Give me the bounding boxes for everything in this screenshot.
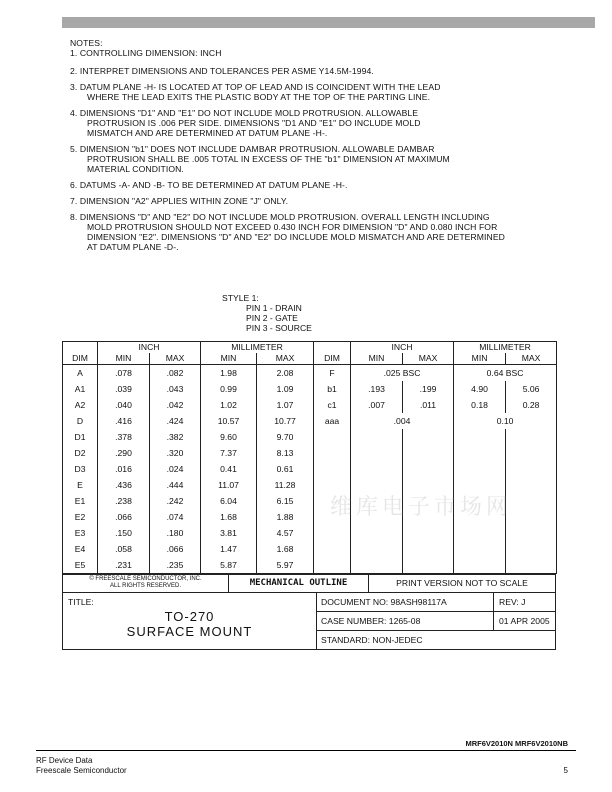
part-numbers: MRF6V2010N MRF6V2010NB [465, 739, 568, 748]
header-bar [62, 17, 595, 28]
note-line: AT DATUM PLANE -D-. [87, 242, 179, 252]
cell: A [63, 365, 98, 382]
rights-reserved: ALL RIGHTS RESERVED. [109, 583, 182, 589]
note-line: 3. DATUM PLANE -H- IS LOCATED AT TOP OF LEAD AND IS COINCIDENT WITH THE LEAD [70, 82, 441, 92]
note-line: 2. INTERPRET DIMENSIONS AND TOLERANCES PER ASME Y14.5M-1994. [70, 66, 374, 76]
standard: STANDARD: NON-JEDEC [321, 635, 423, 645]
cell: E3 [63, 525, 98, 541]
header-dim: DIM [63, 353, 98, 365]
cell: .078 [98, 365, 150, 382]
cell: .424 [150, 413, 201, 429]
revision-date: 01 APR 2005 [499, 616, 550, 626]
table-row [63, 541, 557, 557]
header-mm: MILLIMETER [454, 342, 557, 354]
page-number: 5 [563, 766, 568, 775]
cell: .320 [150, 445, 201, 461]
cell: .058 [98, 541, 150, 557]
header-min: MIN [454, 353, 506, 365]
pin-style [222, 293, 312, 333]
cell: .066 [98, 509, 150, 525]
cell: 1.02 [201, 397, 257, 413]
cell: .039 [98, 381, 150, 397]
cell: b1 [314, 381, 351, 397]
cell: 4.90 [454, 381, 506, 397]
watermark: 维库电子市场网 [330, 495, 513, 520]
cell: .042 [150, 397, 201, 413]
cell: 7.37 [201, 445, 257, 461]
header-min: MIN [201, 353, 257, 365]
note-line: 4. DIMENSIONS "D1" AND "E1" DO NOT INCLUDE MOLD PROTRUSION. ALLOWABLE [70, 108, 419, 118]
cell: E5 [63, 557, 98, 574]
table-row [63, 445, 557, 461]
table-row [63, 413, 557, 429]
cell: .004 [351, 413, 454, 429]
cell: 5.87 [201, 557, 257, 574]
cell: 9.70 [257, 429, 314, 445]
note-line: MOLD PROTRUSION SHOULD NOT EXCEED 0.430 INCH FOR DIMENSION "D" AND 0.080 INCH FOR [87, 222, 498, 232]
cell: .199 [403, 381, 454, 397]
document-number: DOCUMENT NO: 98ASH98117A [317, 593, 494, 611]
cell: 6.04 [201, 493, 257, 509]
header-inch: INCH [98, 342, 201, 354]
cell: 1.07 [257, 397, 314, 413]
cell: E1 [63, 493, 98, 509]
cell: .436 [98, 477, 150, 493]
pin-3: PIN 3 - SOURCE [246, 323, 312, 333]
cell: E [63, 477, 98, 493]
title-block [62, 593, 556, 650]
cell: 9.60 [201, 429, 257, 445]
cell: 6.15 [257, 493, 314, 509]
cell: D1 [63, 429, 98, 445]
cell: D [63, 413, 98, 429]
copyright: © FREESCALE SEMICONDUCTOR, INC. [89, 576, 202, 582]
note-line: WHERE THE LEAD EXITS THE PLASTIC BODY AT THE TOP OF THE PARTING LINE. [87, 92, 431, 102]
table-row [63, 397, 557, 413]
cell: .416 [98, 413, 150, 429]
note-line: 7. DIMENSION "A2" APPLIES WITHIN ZONE "J" ONLY. [70, 196, 289, 206]
note-4 [70, 108, 505, 138]
package-title: TO-270 [164, 609, 215, 624]
cell: .082 [150, 365, 201, 382]
note-2 [70, 66, 505, 76]
note-line: PROTRUSION SHALL BE .005 TOTAL IN EXCESS OF THE "b1" DIMENSION AT MAXIMUM [87, 154, 450, 164]
table-row [63, 381, 557, 397]
note-line: PROTRUSION IS .006 PER SIDE. DIMENSIONS "D1 AND "E1" DO INCLUDE MOLD [87, 118, 421, 128]
header-min: MIN [351, 353, 403, 365]
header-max: MAX [506, 353, 557, 365]
header-max: MAX [403, 353, 454, 365]
cell: A1 [63, 381, 98, 397]
cell: .043 [150, 381, 201, 397]
cell: 1.68 [257, 541, 314, 557]
cell: .238 [98, 493, 150, 509]
package-subtitle: SURFACE MOUNT [126, 624, 253, 639]
cell: .444 [150, 477, 201, 493]
cell: .378 [98, 429, 150, 445]
note-line: MISMATCH AND ARE DETERMINED AT DATUM PLANE -H-. [87, 128, 328, 138]
cell: .066 [150, 541, 201, 557]
note-3 [70, 82, 505, 102]
cell: .025 BSC [351, 365, 454, 382]
header-max: MAX [150, 353, 201, 365]
cell: .011 [403, 397, 454, 413]
note-line: MATERIAL CONDITION. [87, 164, 184, 174]
note-5 [70, 144, 505, 174]
note-line: 6. DATUMS -A- AND -B- TO BE DETERMINED AT DATUM PLANE -H-. [70, 180, 348, 190]
cell: c1 [314, 397, 351, 413]
cell: .235 [150, 557, 201, 574]
cell: E2 [63, 509, 98, 525]
cell: 0.41 [201, 461, 257, 477]
dimension-table [62, 341, 557, 574]
header-mm: MILLIMETER [201, 342, 314, 354]
case-number: CASE NUMBER: 1265-08 [317, 612, 494, 630]
cell: 2.08 [257, 365, 314, 382]
note-line: 8. DIMENSIONS "D" AND "E2" DO NOT INCLUDE MOLD PROTRUSION. OVERALL LENGTH INCLUDING [70, 212, 490, 222]
cell: 1.47 [201, 541, 257, 557]
cell: .290 [98, 445, 150, 461]
cell: 10.77 [257, 413, 314, 429]
copyright-row [62, 574, 556, 593]
cell: aaa [314, 413, 351, 429]
cell: 11.07 [201, 477, 257, 493]
pin-2: PIN 2 - GATE [246, 313, 298, 323]
header-min: MIN [98, 353, 150, 365]
table-row [63, 429, 557, 445]
style-title: STYLE 1: [222, 293, 259, 303]
cell: D2 [63, 445, 98, 461]
cell: .150 [98, 525, 150, 541]
print-version-note: PRINT VERSION NOT TO SCALE [396, 578, 528, 588]
mechanical-outline: MECHANICAL OUTLINE [229, 575, 369, 592]
cell: 0.61 [257, 461, 314, 477]
cell: .382 [150, 429, 201, 445]
note-6 [70, 180, 505, 190]
footer-section: RF Device Data [36, 756, 93, 765]
table-row [63, 365, 557, 382]
note-7 [70, 196, 505, 206]
note-line: 5. DIMENSION "b1" DOES NOT INCLUDE DAMBAR PROTRUSION. ALLOWABLE DAMBAR [70, 144, 435, 154]
cell: 11.28 [257, 477, 314, 493]
cell: 0.99 [201, 381, 257, 397]
header-dim: DIM [314, 353, 351, 365]
note-line: DIMENSION "E2". DIMENSIONS "D" AND "E2" DO INCLUDE MOLD MISMATCH AND ARE DETERMINED [87, 232, 505, 242]
cell: 1.98 [201, 365, 257, 382]
cell: 5.97 [257, 557, 314, 574]
cell: .024 [150, 461, 201, 477]
cell: F [314, 365, 351, 382]
cell: D3 [63, 461, 98, 477]
note-1 [70, 48, 505, 58]
cell: 0.64 BSC [454, 365, 557, 382]
cell: 0.18 [454, 397, 506, 413]
cell: .242 [150, 493, 201, 509]
cell: .193 [351, 381, 403, 397]
cell: 3.81 [201, 525, 257, 541]
note-8 [70, 212, 505, 252]
cell: .074 [150, 509, 201, 525]
table-row [63, 461, 557, 477]
cell: 0.10 [454, 413, 557, 429]
cell: .016 [98, 461, 150, 477]
table-row [63, 525, 557, 541]
note-line: 1. CONTROLLING DIMENSION: INCH [70, 48, 222, 58]
cell: A2 [63, 397, 98, 413]
notes [70, 38, 505, 258]
cell: .180 [150, 525, 201, 541]
notes-heading: NOTES: [70, 38, 103, 48]
cell: 4.57 [257, 525, 314, 541]
header-inch: INCH [351, 342, 454, 354]
cell: E4 [63, 541, 98, 557]
cell: 0.28 [506, 397, 557, 413]
pin-1: PIN 1 - DRAIN [246, 303, 302, 313]
cell: 1.09 [257, 381, 314, 397]
cell: 1.68 [201, 509, 257, 525]
cell: 10.57 [201, 413, 257, 429]
revision: REV: J [499, 597, 526, 607]
cell: .007 [351, 397, 403, 413]
cell: 8.13 [257, 445, 314, 461]
footer-divider [36, 750, 576, 751]
cell: .040 [98, 397, 150, 413]
title-label: TITLE: [68, 597, 94, 607]
cell: 5.06 [506, 381, 557, 397]
footer-company: Freescale Semiconductor [36, 766, 127, 775]
cell: .231 [98, 557, 150, 574]
header-max: MAX [257, 353, 314, 365]
cell: 1.88 [257, 509, 314, 525]
table-row [63, 557, 557, 574]
